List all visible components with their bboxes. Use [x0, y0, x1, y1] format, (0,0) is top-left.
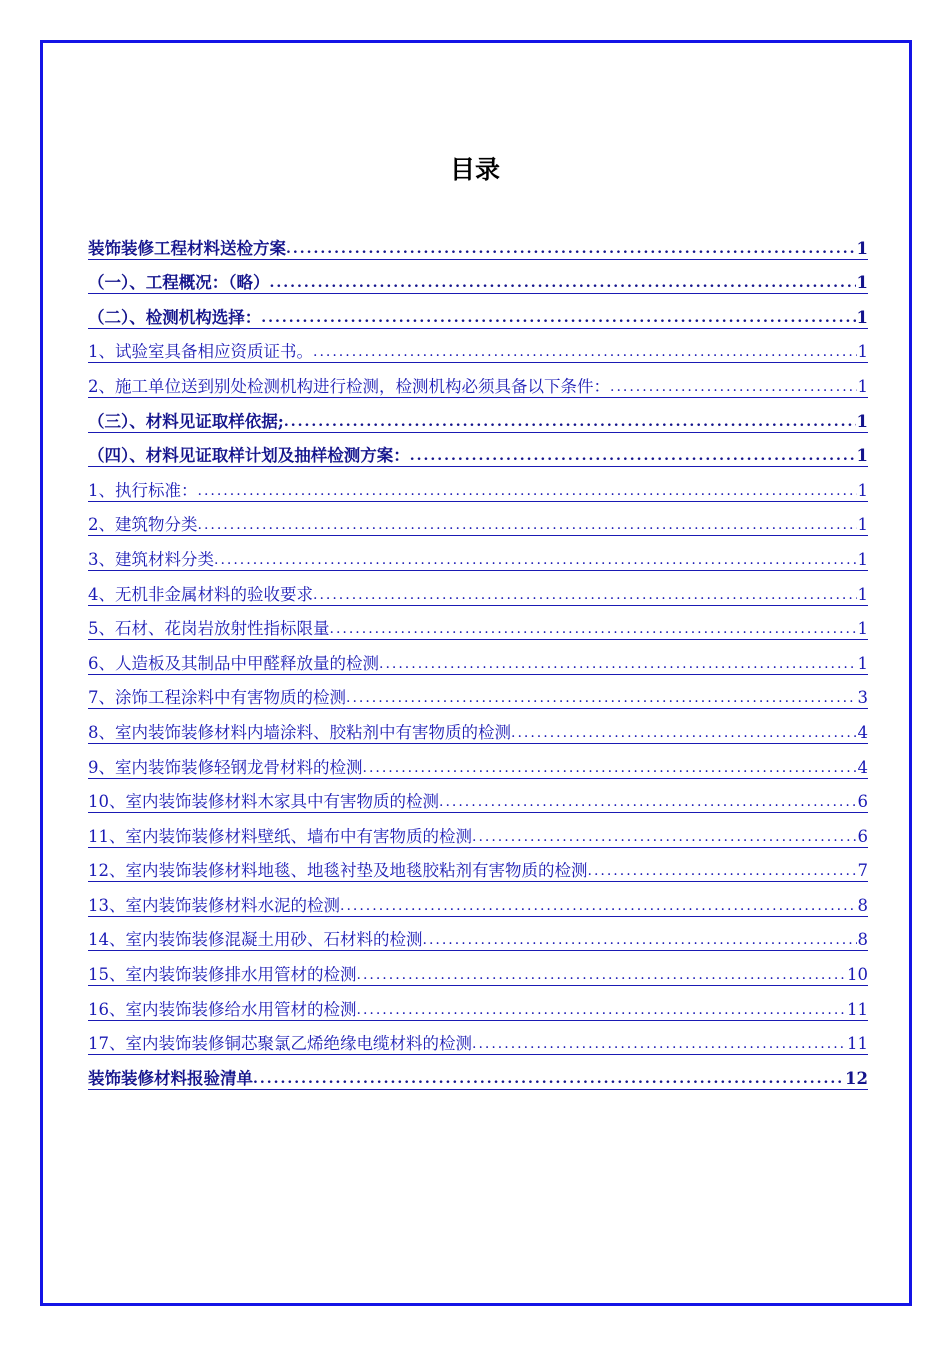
toc-entry[interactable]	[88, 921, 868, 956]
toc-leader-dots	[610, 377, 857, 398]
toc-leader-dots	[588, 861, 857, 882]
toc-entry[interactable]	[88, 990, 868, 1025]
toc-leader-dots	[472, 1034, 846, 1055]
toc-entry[interactable]	[88, 783, 868, 818]
toc-entry-page-number[interactable]: 1	[857, 619, 868, 639]
toc-entry-text[interactable]: （一）、工程概况：（略）	[88, 273, 270, 293]
toc-leader-dots	[270, 273, 856, 294]
toc-entry-page-number[interactable]: 12	[845, 1068, 868, 1088]
toc-entry-page-number[interactable]: 10	[847, 965, 868, 985]
toc-entry-text[interactable]: （二）、检测机构选择：	[88, 307, 262, 327]
toc-title: 目录	[449, 155, 500, 184]
toc-entry[interactable]	[88, 298, 868, 333]
toc-entry-text[interactable]: 2、施工单位送到别处检测机构进行检测，检测机构必须具备以下条件：	[88, 376, 610, 396]
toc-entry-text[interactable]: 14、室内装饰装修混凝土用砂、石材料的检测	[88, 930, 423, 950]
toc-entry-page-number[interactable]: 3	[857, 688, 868, 708]
toc-entry[interactable]	[88, 333, 868, 368]
toc-entry-text[interactable]: 5、石材、花岗岩放射性指标限量	[88, 619, 330, 639]
toc-entry-text[interactable]: （四）、材料见证取样计划及抽样检测方案：	[88, 446, 410, 466]
toc-entry-page-number[interactable]: 1	[856, 446, 868, 466]
toc-leader-dots	[346, 688, 857, 709]
toc-entry-text[interactable]: 6、人造板及其制品中甲醛释放量的检测	[88, 653, 379, 673]
toc-entry[interactable]	[88, 817, 868, 852]
toc-entry-text[interactable]: 11、室内装饰装修材料壁纸、墙布中有害物质的检测	[88, 826, 472, 846]
toc-entry-page-number[interactable]: 6	[857, 792, 868, 812]
toc-entry-text[interactable]: 10、室内装饰装修材料木家具中有害物质的检测	[88, 792, 439, 812]
toc-entry-page-number[interactable]: 11	[847, 1034, 868, 1054]
toc-entry-page-number[interactable]: 8	[857, 895, 868, 915]
toc-leader-dots	[357, 965, 847, 986]
toc-entry-page-number[interactable]: 1	[857, 653, 868, 673]
toc-entry[interactable]	[88, 1059, 868, 1094]
toc-entry[interactable]	[88, 540, 868, 575]
toc-entry-page-number[interactable]: 1	[857, 480, 868, 500]
toc-leader-dots	[511, 723, 857, 744]
toc-entry[interactable]	[88, 679, 868, 714]
toc-leader-dots	[340, 896, 857, 917]
toc-entry[interactable]	[88, 852, 868, 887]
toc-entry[interactable]	[88, 713, 868, 748]
toc-entry-text[interactable]: 9、室内装饰装修轻钢龙骨材料的检测	[88, 757, 363, 777]
toc-entry[interactable]	[88, 886, 868, 921]
toc-entry-text[interactable]: 4、无机非金属材料的验收要求	[88, 584, 313, 604]
toc-leader-dots	[423, 930, 857, 951]
toc-entry-text[interactable]: 3、建筑材料分类	[88, 549, 214, 569]
toc-leader-dots	[379, 654, 857, 675]
toc-entry-text[interactable]: 15、室内装饰装修排水用管材的检测	[88, 965, 357, 985]
toc-entry[interactable]	[88, 471, 868, 506]
toc-entry[interactable]	[88, 506, 868, 541]
toc-leader-dots	[330, 619, 857, 640]
toc-entry-text[interactable]: 装饰装修工程材料送检方案	[88, 238, 286, 258]
toc-leader-dots	[313, 342, 857, 363]
toc-leader-dots	[410, 446, 856, 467]
toc-leader-dots	[286, 239, 856, 260]
toc-entry[interactable]	[88, 264, 868, 299]
toc-leader-dots	[284, 412, 856, 433]
toc-entry-text[interactable]: 13、室内装饰装修材料水泥的检测	[88, 895, 340, 915]
toc-entry-text[interactable]: 1、执行标准：	[88, 480, 198, 500]
toc-entry[interactable]	[88, 610, 868, 645]
toc-entry-page-number[interactable]: 1	[856, 238, 868, 258]
toc-entry-text[interactable]: 1、试验室具备相应资质证书。	[88, 342, 313, 362]
toc-leader-dots	[198, 481, 857, 502]
toc-leader-dots	[198, 515, 857, 536]
toc-leader-dots	[253, 1069, 844, 1090]
toc-entry[interactable]	[88, 1025, 868, 1060]
toc-leader-dots	[439, 792, 857, 813]
toc-entry-page-number[interactable]: 4	[857, 722, 868, 742]
toc-entry-page-number[interactable]: 6	[857, 826, 868, 846]
table-of-contents	[88, 229, 868, 1094]
toc-entry-page-number[interactable]: 8	[857, 930, 868, 950]
toc-entry[interactable]	[88, 402, 868, 437]
toc-entry-text[interactable]: 12、室内装饰装修材料地毯、地毯衬垫及地毯胶粘剂有害物质的检测	[88, 861, 588, 881]
toc-entry-page-number[interactable]: 1	[856, 273, 868, 293]
toc-entry-page-number[interactable]: 1	[857, 342, 868, 362]
toc-leader-dots	[357, 1000, 847, 1021]
toc-entry-text[interactable]: 17、室内装饰装修铜芯聚氯乙烯绝缘电缆材料的检测	[88, 1034, 472, 1054]
toc-entry-page-number[interactable]: 4	[857, 757, 868, 777]
toc-entry-text[interactable]: （三）、材料见证取样依据;	[88, 411, 284, 431]
toc-entry[interactable]	[88, 229, 868, 264]
toc-entry[interactable]	[88, 367, 868, 402]
toc-entry-text[interactable]: 2、建筑物分类	[88, 515, 198, 535]
toc-entry[interactable]	[88, 437, 868, 472]
toc-entry-page-number[interactable]: 1	[857, 515, 868, 535]
toc-leader-dots	[214, 550, 857, 571]
toc-entry-page-number[interactable]: 1	[857, 584, 868, 604]
toc-entry-page-number[interactable]: 11	[847, 999, 868, 1019]
toc-leader-dots	[261, 308, 855, 329]
toc-leader-dots	[363, 758, 857, 779]
toc-entry-text[interactable]: 7、涂饰工程涂料中有害物质的检测	[88, 688, 346, 708]
toc-entry[interactable]	[88, 575, 868, 610]
toc-entry-page-number[interactable]: 7	[857, 861, 868, 881]
toc-entry[interactable]	[88, 644, 868, 679]
toc-entry[interactable]	[88, 955, 868, 990]
toc-leader-dots	[313, 585, 857, 606]
toc-entry-page-number[interactable]: 1	[856, 411, 868, 431]
toc-entry-page-number[interactable]: 1	[856, 307, 868, 327]
toc-entry-text[interactable]: 8、室内装饰装修材料内墙涂料、胶粘剂中有害物质的检测	[88, 722, 511, 742]
toc-entry-text[interactable]: 装饰装修材料报验清单	[88, 1068, 253, 1088]
toc-entry-page-number[interactable]: 1	[857, 549, 868, 569]
toc-leader-dots	[472, 827, 857, 848]
toc-entry-text[interactable]: 16、室内装饰装修给水用管材的检测	[88, 999, 357, 1019]
toc-entry[interactable]	[88, 748, 868, 783]
toc-entry-page-number[interactable]: 1	[857, 376, 868, 396]
